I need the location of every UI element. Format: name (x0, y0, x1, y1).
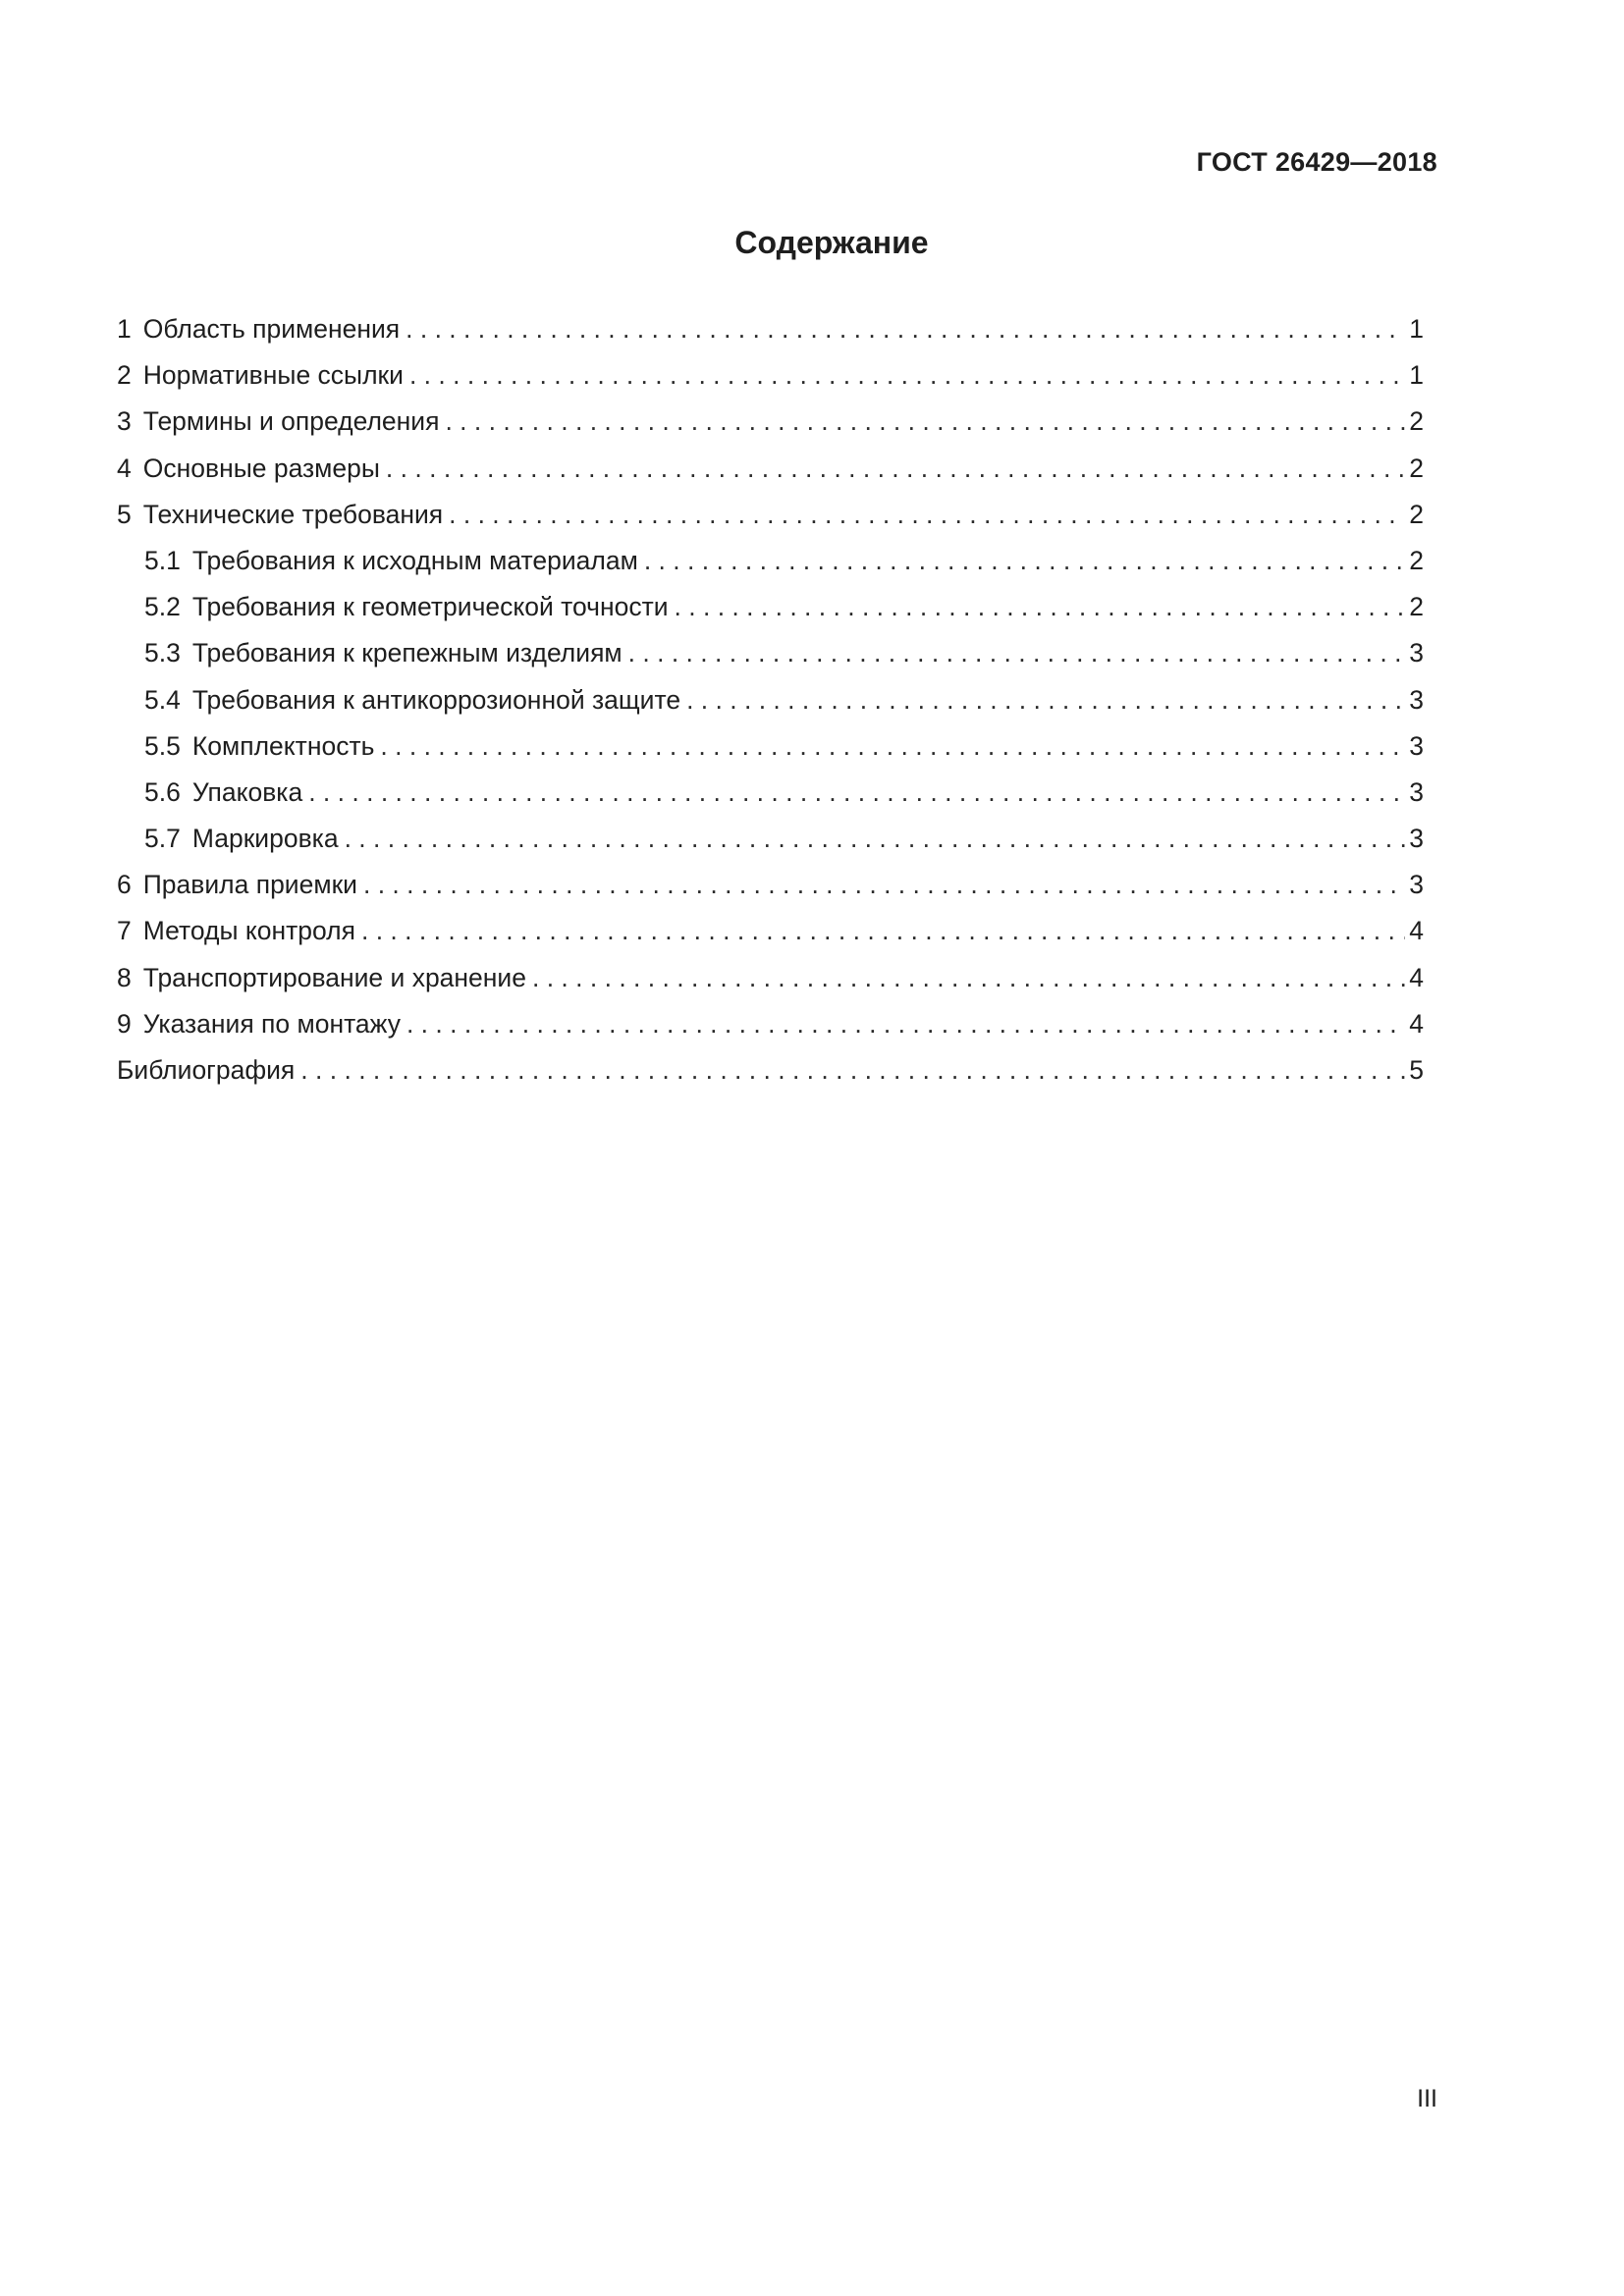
toc-entry-label: Указания по монтажу (142, 1008, 401, 1039)
toc-entry-number: 9 (117, 1008, 132, 1039)
dot-leader (409, 352, 1405, 399)
dot-leader (449, 492, 1405, 538)
toc-entry-bibliography[interactable] (117, 1047, 1424, 1094)
toc-entry[interactable] (117, 306, 1424, 352)
toc-subentry[interactable] (117, 584, 1424, 630)
toc-entry-number: 5 (117, 499, 132, 529)
dot-leader (363, 862, 1405, 908)
toc-entry-label: Технические требования (142, 499, 444, 529)
toc-entry-number: 2 (117, 360, 132, 391)
toc-entry-page: 3 (1409, 684, 1424, 715)
toc-entry-number: 5.5 (144, 730, 181, 761)
toc-entry-label: Требования к геометрической точности (191, 592, 669, 622)
toc-entry-label: Упаковка (191, 776, 303, 807)
toc-entry-number: 5.4 (144, 684, 181, 715)
toc-entry-number: 4 (117, 453, 132, 483)
toc-entry[interactable] (117, 1001, 1424, 1047)
toc-entry[interactable] (117, 908, 1424, 954)
dot-leader (300, 1047, 1405, 1094)
toc-entry-page: 2 (1409, 592, 1424, 622)
toc-entry-page: 3 (1409, 870, 1424, 900)
toc-entry-label: Маркировка (191, 824, 339, 854)
dot-leader (308, 770, 1405, 816)
dot-leader (345, 816, 1406, 862)
toc-entry-label: Требования к антикоррозионной защите (191, 684, 681, 715)
toc-entry-label: Термины и определения (142, 406, 440, 437)
toc-entry-number: 1 (117, 314, 132, 344)
toc-entry-number: 8 (117, 962, 132, 992)
toc-entry-page: 3 (1409, 824, 1424, 854)
toc-entry-label: Правила приемки (142, 870, 357, 900)
dot-leader (380, 723, 1405, 770)
toc-entry-page: 3 (1409, 776, 1424, 807)
toc-entry-label: Методы контроля (142, 916, 355, 946)
toc-subentry[interactable] (117, 630, 1424, 676)
toc-entry-page: 5 (1409, 1055, 1424, 1085)
toc-subentry[interactable] (117, 677, 1424, 723)
toc-entry-page: 4 (1409, 916, 1424, 946)
toc-entry-label: Область применения (142, 314, 401, 344)
toc-entry-page: 2 (1409, 545, 1424, 575)
toc-entry-page: 4 (1409, 962, 1424, 992)
toc-entry[interactable] (117, 446, 1424, 492)
toc-entry-page: 2 (1409, 499, 1424, 529)
toc-entry-page: 3 (1409, 638, 1424, 668)
toc-entry[interactable] (117, 955, 1424, 1001)
dot-leader (675, 584, 1406, 630)
toc-entry[interactable] (117, 352, 1424, 399)
dot-leader (445, 399, 1405, 445)
dot-leader (686, 677, 1405, 723)
table-of-contents (117, 306, 1424, 1094)
toc-entry-label: Основные размеры (142, 453, 380, 483)
toc-entry-page: 3 (1409, 730, 1424, 761)
toc-entry-label: Транспортирование и хранение (142, 962, 526, 992)
toc-entry-page: 4 (1409, 1008, 1424, 1039)
toc-entry[interactable] (117, 862, 1424, 908)
dot-leader (406, 306, 1405, 352)
toc-entry-number: 3 (117, 406, 132, 437)
toc-title: Содержание (734, 225, 929, 260)
toc-subentry[interactable] (117, 770, 1424, 816)
toc-entry-number: 7 (117, 916, 132, 946)
toc-entry-number: 6 (117, 870, 132, 900)
dot-leader (644, 538, 1405, 584)
toc-entry-label: Требования к крепежным изделиям (191, 638, 623, 668)
toc-entry-number: 5.3 (144, 638, 181, 668)
dot-leader (386, 446, 1405, 492)
document-code: ГОСТ 26429—2018 (1196, 147, 1437, 177)
dot-leader (532, 955, 1405, 1001)
toc-entry[interactable] (117, 492, 1424, 538)
toc-entry-number: 5.7 (144, 824, 181, 854)
toc-entry-label: Требования к исходным материалам (191, 545, 638, 575)
dot-leader (406, 1001, 1405, 1047)
toc-entry-page: 1 (1409, 314, 1424, 344)
toc-entry-page: 1 (1409, 360, 1424, 391)
toc-subentry[interactable] (117, 723, 1424, 770)
toc-entry[interactable] (117, 399, 1424, 445)
page-number: III (1417, 2085, 1437, 2112)
toc-entry-page: 2 (1409, 406, 1424, 437)
toc-entry-number: 5.1 (144, 545, 181, 575)
toc-entry-label: Нормативные ссылки (142, 360, 404, 391)
toc-entry-number: 5.6 (144, 776, 181, 807)
toc-entry-label: Библиография (117, 1055, 296, 1085)
toc-entry-label: Комплектность (191, 730, 375, 761)
dot-leader (361, 908, 1405, 954)
toc-subentry[interactable] (117, 816, 1424, 862)
toc-subentry[interactable] (117, 538, 1424, 584)
toc-entry-number: 5.2 (144, 592, 181, 622)
dot-leader (628, 630, 1406, 676)
toc-entry-page: 2 (1409, 453, 1424, 483)
